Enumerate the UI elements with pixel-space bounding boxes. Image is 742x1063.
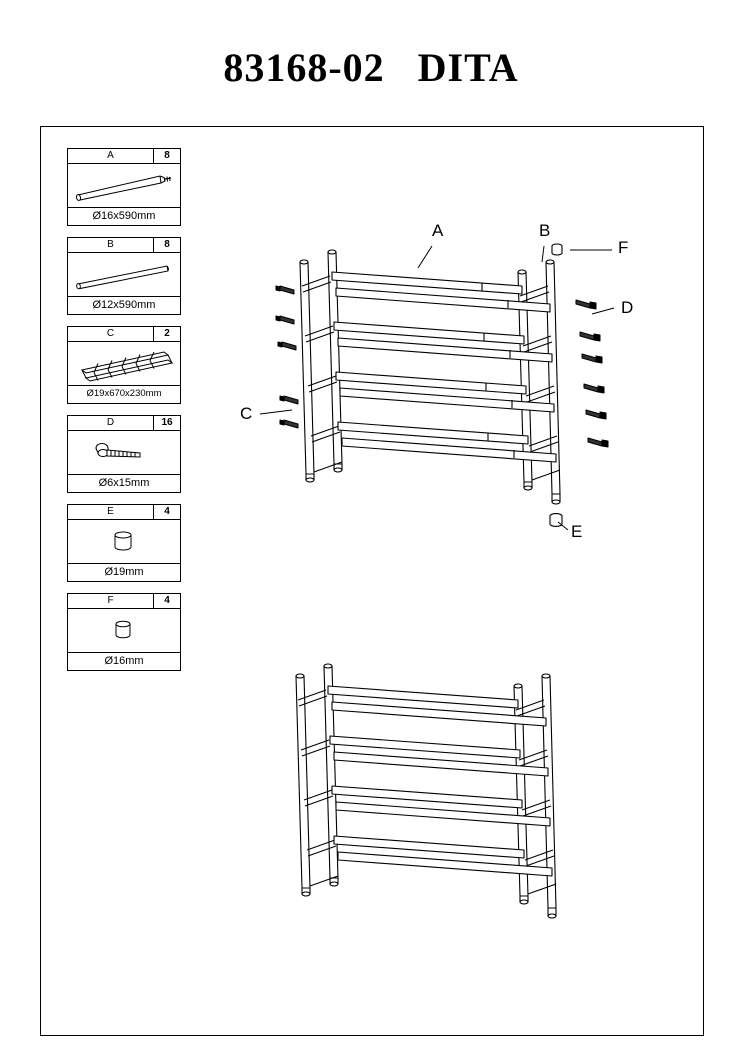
callout-e: E — [571, 522, 583, 541]
parts-list — [67, 148, 181, 682]
part-letter: C — [68, 327, 154, 341]
part-dimension: Ø12x590mm — [68, 296, 180, 314]
callout-c: C — [240, 404, 253, 423]
part-dimension: Ø6x15mm — [68, 474, 180, 492]
part-letter: A — [68, 149, 154, 163]
screw-icon — [68, 431, 180, 474]
cap-icon — [68, 520, 180, 563]
part-dimension: Ø16x590mm — [68, 207, 180, 225]
side-frame-icon — [68, 342, 180, 385]
part-box-b — [67, 237, 181, 315]
part-letter: F — [68, 594, 154, 608]
part-quantity: 4 — [164, 506, 170, 517]
part-quantity: 2 — [164, 328, 170, 339]
callout-b: B — [539, 221, 551, 240]
callout-a: A — [432, 221, 444, 240]
exploded-assembly-drawing — [232, 221, 652, 559]
part-header — [68, 238, 180, 253]
part-letter: B — [68, 238, 154, 252]
part-box-a — [67, 148, 181, 226]
part-box-e — [67, 504, 181, 582]
part-quantity: 4 — [164, 595, 170, 606]
part-dimension: Ø16mm — [68, 652, 180, 670]
cap-icon — [68, 609, 180, 652]
part-dimension: Ø19mm — [68, 563, 180, 581]
part-header — [68, 149, 180, 164]
callout-f: F — [618, 238, 629, 257]
part-dimension: Ø19x670x230mm — [68, 385, 180, 403]
part-box-c — [67, 326, 181, 404]
part-box-f — [67, 593, 181, 671]
finished-assembly-drawing — [270, 640, 600, 945]
part-header — [68, 416, 180, 431]
part-box-d — [67, 415, 181, 493]
long-tube-icon — [68, 164, 180, 207]
part-letter: E — [68, 505, 154, 519]
part-letter: D — [68, 416, 154, 430]
part-quantity: 8 — [164, 150, 170, 161]
part-header — [68, 594, 180, 609]
part-header — [68, 505, 180, 520]
part-quantity: 16 — [161, 417, 173, 428]
thin-tube-icon — [68, 253, 180, 296]
part-header — [68, 327, 180, 342]
part-quantity: 8 — [164, 239, 170, 250]
page-title: 83168-02 DITA — [223, 45, 519, 90]
callout-d: D — [621, 298, 634, 317]
